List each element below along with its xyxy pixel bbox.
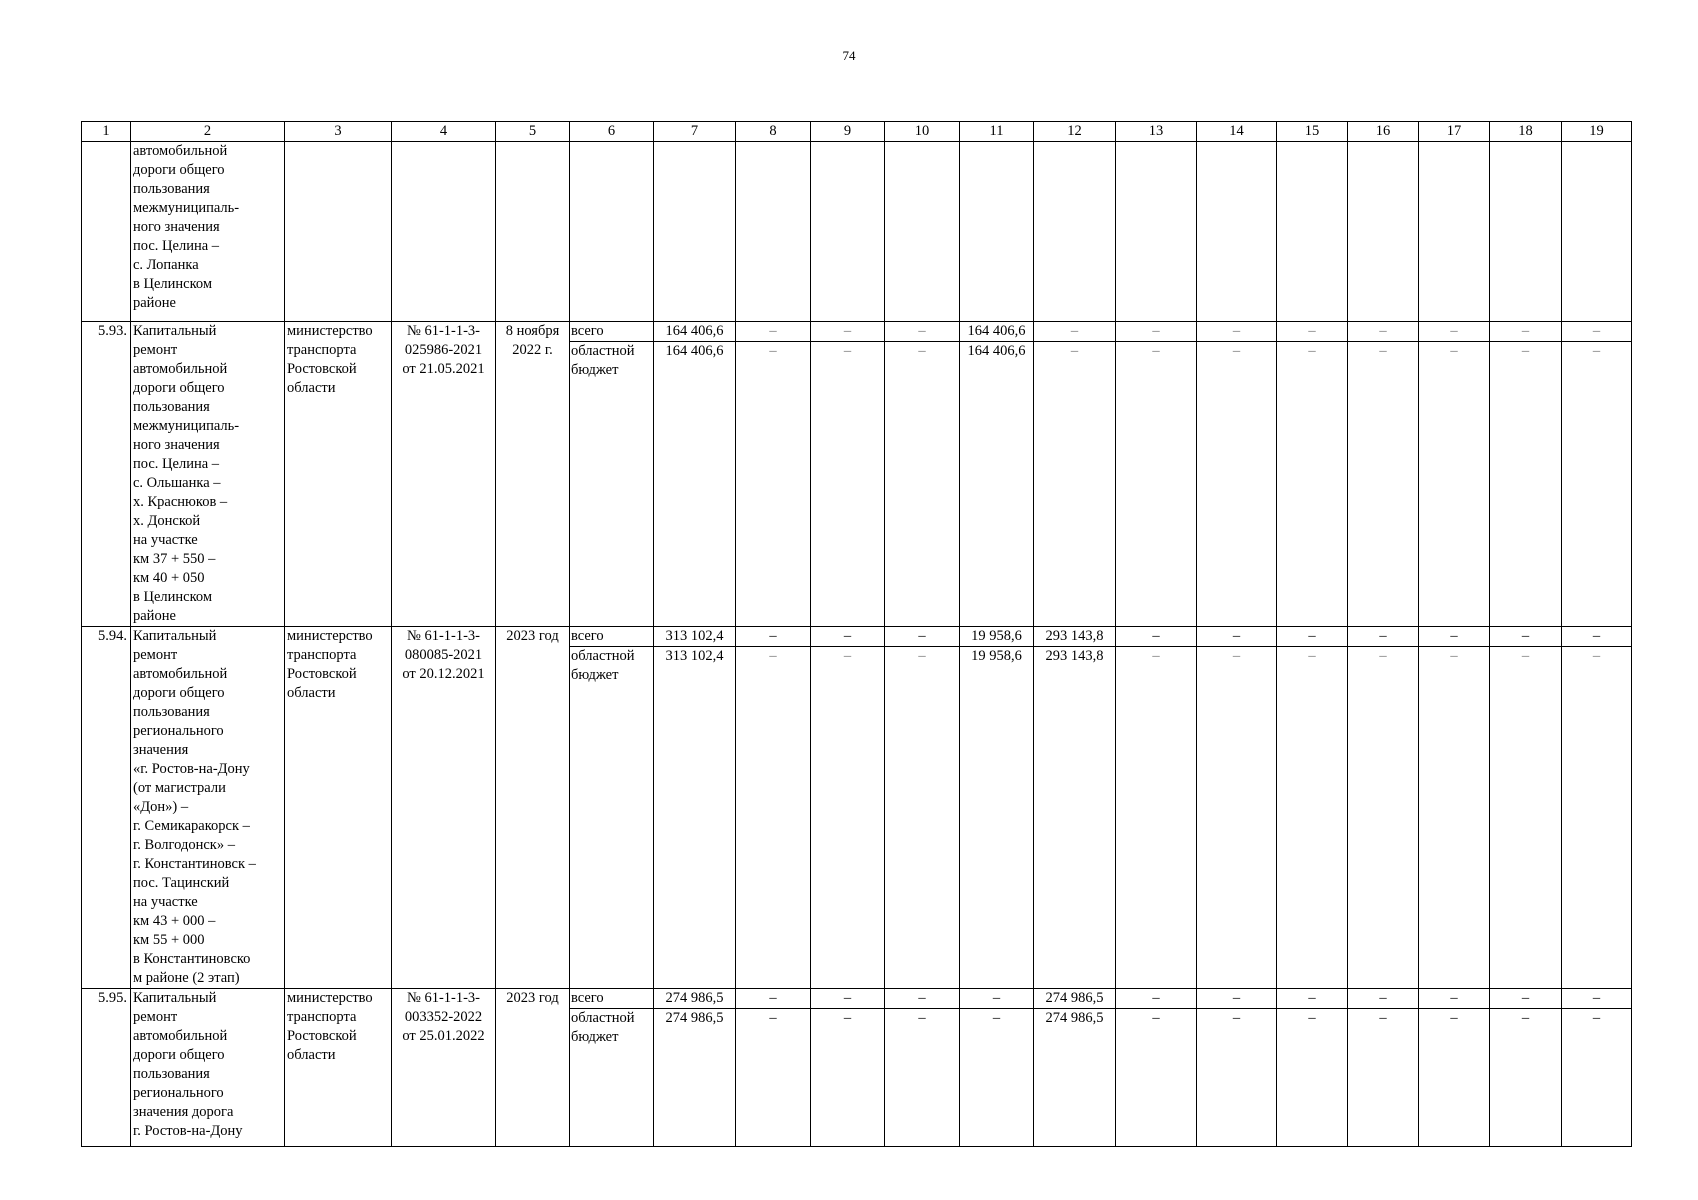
- amount: 293 143,8: [1034, 647, 1116, 989]
- amount: –: [885, 627, 960, 647]
- amount: –: [1034, 342, 1116, 627]
- amount: –: [1348, 647, 1419, 989]
- amount: –: [1116, 1009, 1197, 1147]
- col-header: 9: [811, 122, 885, 142]
- permit-number: № 61-1-1-3- 003352-2022 от 25.01.2022: [392, 989, 496, 1147]
- amount: 274 986,5: [1034, 989, 1116, 1009]
- amount: 164 406,6: [654, 342, 736, 627]
- amount: –: [1419, 627, 1490, 647]
- amount: –: [1277, 989, 1348, 1009]
- source-label: областной бюджет: [570, 647, 654, 989]
- amount: –: [811, 627, 885, 647]
- header-row: [82, 122, 1632, 142]
- source-label: всего: [570, 322, 654, 342]
- permit-number: № 61-1-1-3- 080085-2021 от 20.12.2021: [392, 627, 496, 989]
- object-name: Капитальный ремонт автомобильной дороги общего пользования межмуниципаль- ного значения пос. Целина – с. Ольшанка – х. Краснюков – х. Донской на участке км 37 + 550 – км 40 + 050 в Целинском районе: [131, 322, 285, 627]
- source-label: областной бюджет: [570, 1009, 654, 1147]
- amount: –: [1490, 627, 1562, 647]
- customer: министерство транспорта Ростовской области: [285, 989, 392, 1147]
- col-header: 4: [392, 122, 496, 142]
- amount: –: [1116, 989, 1197, 1009]
- amount: –: [960, 989, 1034, 1009]
- amount: –: [1562, 1009, 1632, 1147]
- amount: –: [1419, 1009, 1490, 1147]
- amount: –: [1116, 647, 1197, 989]
- amount: –: [885, 989, 960, 1009]
- amount: –: [885, 322, 960, 342]
- completion-date: 2023 год: [496, 989, 570, 1147]
- amount: 274 986,5: [654, 989, 736, 1009]
- row-number: 5.93.: [82, 322, 131, 627]
- amount: –: [1348, 627, 1419, 647]
- object-name: автомобильной дороги общего пользования межмуниципаль- ного значения пос. Целина – с. Лопанка в Целинском районе: [131, 142, 285, 322]
- amount: –: [1277, 647, 1348, 989]
- amount: –: [736, 647, 811, 989]
- amount: –: [1419, 342, 1490, 627]
- amount: –: [885, 342, 960, 627]
- amount: 19 958,6: [960, 627, 1034, 647]
- object-name: Капитальный ремонт автомобильной дороги общего пользования регионального значения дорога г. Ростов-на-Дону: [131, 989, 285, 1147]
- amount: 274 986,5: [654, 1009, 736, 1147]
- amount: –: [1562, 647, 1632, 989]
- budget-table: [81, 121, 1632, 1147]
- table-row: [82, 142, 1632, 322]
- col-header: 14: [1197, 122, 1277, 142]
- amount: –: [1348, 342, 1419, 627]
- amount: –: [1490, 1009, 1562, 1147]
- table-row: [82, 627, 1632, 647]
- col-header: 5: [496, 122, 570, 142]
- amount: –: [811, 647, 885, 989]
- amount: –: [1034, 322, 1116, 342]
- amount: –: [1197, 647, 1277, 989]
- amount: 274 986,5: [1034, 1009, 1116, 1147]
- amount: 313 102,4: [654, 627, 736, 647]
- amount: –: [1277, 342, 1348, 627]
- amount: –: [1490, 647, 1562, 989]
- table-row: [82, 989, 1632, 1009]
- amount: –: [1562, 322, 1632, 342]
- amount: –: [1197, 1009, 1277, 1147]
- page-number: 74: [842, 48, 856, 63]
- amount: 164 406,6: [960, 342, 1034, 627]
- amount: 164 406,6: [960, 322, 1034, 342]
- amount: –: [736, 989, 811, 1009]
- amount: –: [1348, 322, 1419, 342]
- col-header: 18: [1490, 122, 1562, 142]
- amount: –: [1277, 322, 1348, 342]
- amount: –: [1490, 322, 1562, 342]
- amount: –: [1562, 989, 1632, 1009]
- amount: –: [885, 647, 960, 989]
- col-header: 6: [570, 122, 654, 142]
- permit-number: № 61-1-1-3- 025986-2021 от 21.05.2021: [392, 322, 496, 627]
- amount: –: [736, 1009, 811, 1147]
- col-header: 13: [1116, 122, 1197, 142]
- completion-date: 2023 год: [496, 627, 570, 989]
- amount: –: [811, 1009, 885, 1147]
- amount: –: [1197, 322, 1277, 342]
- col-header: 1: [82, 122, 131, 142]
- amount: 164 406,6: [654, 322, 736, 342]
- amount: –: [736, 342, 811, 627]
- amount: –: [1116, 322, 1197, 342]
- col-header: 11: [960, 122, 1034, 142]
- amount: –: [1277, 627, 1348, 647]
- amount: –: [1348, 1009, 1419, 1147]
- amount: –: [736, 627, 811, 647]
- amount: 293 143,8: [1034, 627, 1116, 647]
- amount: –: [1490, 989, 1562, 1009]
- source-label: всего: [570, 627, 654, 647]
- amount: 313 102,4: [654, 647, 736, 989]
- customer: министерство транспорта Ростовской области: [285, 627, 392, 989]
- amount: –: [1197, 627, 1277, 647]
- amount: 19 958,6: [960, 647, 1034, 989]
- col-header: 16: [1348, 122, 1419, 142]
- amount: –: [1419, 989, 1490, 1009]
- col-header: 7: [654, 122, 736, 142]
- source-label: всего: [570, 989, 654, 1009]
- amount: –: [1562, 627, 1632, 647]
- col-header: 10: [885, 122, 960, 142]
- amount: –: [1277, 1009, 1348, 1147]
- source-label: областной бюджет: [570, 342, 654, 627]
- customer: министерство транспорта Ростовской области: [285, 322, 392, 627]
- col-header: 3: [285, 122, 392, 142]
- col-header: 17: [1419, 122, 1490, 142]
- amount: –: [1490, 342, 1562, 627]
- amount: –: [1348, 989, 1419, 1009]
- amount: –: [1419, 647, 1490, 989]
- amount: –: [1419, 322, 1490, 342]
- col-header: 2: [131, 122, 285, 142]
- amount: –: [1562, 342, 1632, 627]
- amount: –: [885, 1009, 960, 1147]
- amount: –: [1116, 627, 1197, 647]
- completion-date: 8 ноября 2022 г.: [496, 322, 570, 627]
- row-number: 5.95.: [82, 989, 131, 1147]
- table-row: [82, 322, 1632, 342]
- amount: –: [811, 322, 885, 342]
- amount: –: [1197, 989, 1277, 1009]
- object-name: Капитальный ремонт автомобильной дороги общего пользования регионального значения «г. Ростов-на-Дону (от магистрали «Дон») – г. Семикаракорск – г. Волгодонск» – г. Константиновск – пос. Тацинский на участке км 43 + 000 – км 55 + 000 в Константиновско м районе (2 этап): [131, 627, 285, 989]
- amount: –: [1197, 342, 1277, 627]
- amount: –: [960, 1009, 1034, 1147]
- col-header: 15: [1277, 122, 1348, 142]
- amount: –: [811, 989, 885, 1009]
- amount: –: [1116, 342, 1197, 627]
- col-header: 12: [1034, 122, 1116, 142]
- col-header: 19: [1562, 122, 1632, 142]
- amount: –: [811, 342, 885, 627]
- col-header: 8: [736, 122, 811, 142]
- row-number: 5.94.: [82, 627, 131, 989]
- amount: –: [736, 322, 811, 342]
